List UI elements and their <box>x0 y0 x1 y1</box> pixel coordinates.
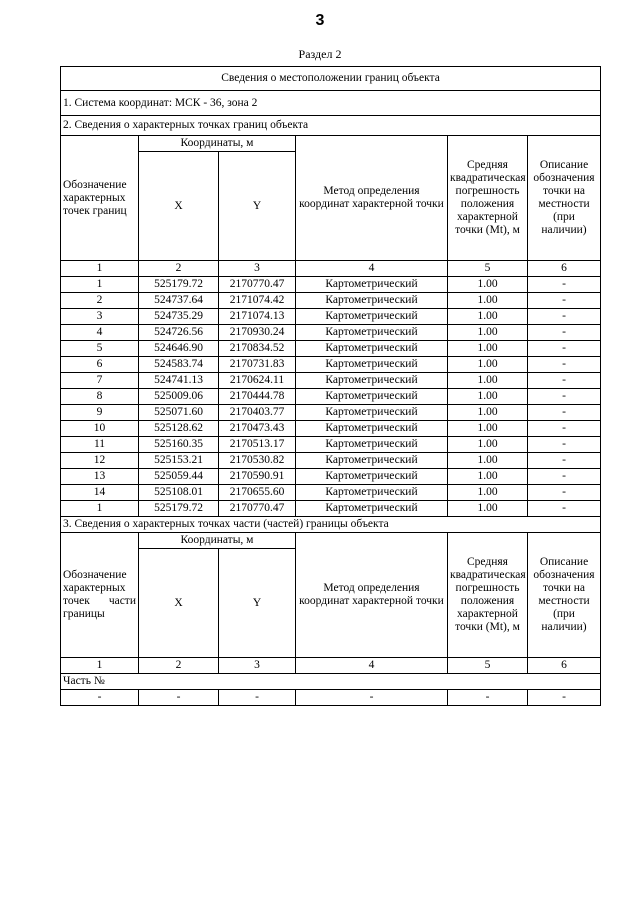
table-row <box>61 690 601 706</box>
method-cell: Картометрический <box>296 325 448 341</box>
error-cell: 1.00 <box>448 485 528 501</box>
coord-y: 2170590.91 <box>219 469 296 485</box>
coord-x: 524741.13 <box>139 373 219 389</box>
table-row <box>61 437 601 453</box>
coord-x: 525009.06 <box>139 389 219 405</box>
method-cell: Картометрический <box>296 373 448 389</box>
empty-cell: - <box>219 690 296 706</box>
point-number: 9 <box>61 405 139 421</box>
col-number: 2 <box>139 261 219 277</box>
method-cell: Картометрический <box>296 293 448 309</box>
col-number: 5 <box>448 658 528 674</box>
error-cell: 1.00 <box>448 405 528 421</box>
method-cell: Картометрический <box>296 437 448 453</box>
header-x: X <box>139 549 219 658</box>
coord-x: 524726.56 <box>139 325 219 341</box>
column-number-row <box>61 658 601 674</box>
error-cell: 1.00 <box>448 293 528 309</box>
coord-x: 525153.21 <box>139 453 219 469</box>
point-number: 7 <box>61 373 139 389</box>
coord-x: 525071.60 <box>139 405 219 421</box>
coordinate-system: 1. Система координат: МСК - 36, зона 2 <box>61 91 601 116</box>
coord-x: 525108.01 <box>139 485 219 501</box>
col-number: 4 <box>296 658 448 674</box>
error-cell: 1.00 <box>448 501 528 517</box>
coord-x: 524646.90 <box>139 341 219 357</box>
table-row <box>61 293 601 309</box>
header-point-designation: Обозначение характерных точек границ <box>61 136 139 261</box>
description-cell: - <box>528 501 601 517</box>
method-cell: Картометрический <box>296 469 448 485</box>
section3-title: 3. Сведения о характерных точках части (частей) границы объекта <box>61 517 601 533</box>
coord-y: 2170530.82 <box>219 453 296 469</box>
point-number: 4 <box>61 325 139 341</box>
coord-y: 2170513.17 <box>219 437 296 453</box>
error-cell: 1.00 <box>448 453 528 469</box>
empty-cell: - <box>528 690 601 706</box>
method-cell: Картометрический <box>296 405 448 421</box>
table-row <box>61 325 601 341</box>
part-label: Часть № <box>61 674 601 690</box>
point-number: 5 <box>61 341 139 357</box>
header-error: Средняя квадратическая погрешность положения характерной точки (Mt), м <box>448 136 528 261</box>
table-row <box>61 405 601 421</box>
coord-y: 2170731.83 <box>219 357 296 373</box>
point-number: 1 <box>61 277 139 293</box>
coord-x: 525179.72 <box>139 277 219 293</box>
description-cell: - <box>528 453 601 469</box>
empty-cell: - <box>448 690 528 706</box>
table-row <box>61 485 601 501</box>
header-coordinates: Координаты, м <box>139 533 296 549</box>
header-description: Описание обозначения точки на местности (при наличии) <box>528 136 601 261</box>
col-number: 3 <box>219 261 296 277</box>
point-number: 12 <box>61 453 139 469</box>
column-number-row <box>61 261 601 277</box>
coord-y: 2170770.47 <box>219 501 296 517</box>
error-cell: 1.00 <box>448 373 528 389</box>
coord-y: 2170834.52 <box>219 341 296 357</box>
coord-x: 524737.64 <box>139 293 219 309</box>
table-row <box>61 469 601 485</box>
empty-cell: - <box>61 690 139 706</box>
description-cell: - <box>528 341 601 357</box>
error-cell: 1.00 <box>448 325 528 341</box>
table-title: Сведения о местоположении границ объекта <box>61 67 601 91</box>
col-number: 2 <box>139 658 219 674</box>
point-number: 1 <box>61 501 139 517</box>
table-row <box>61 277 601 293</box>
description-cell: - <box>528 469 601 485</box>
coord-y: 2170444.78 <box>219 389 296 405</box>
col-number: 1 <box>61 261 139 277</box>
table-row <box>61 357 601 373</box>
coord-x: 525160.35 <box>139 437 219 453</box>
method-cell: Картометрический <box>296 309 448 325</box>
method-cell: Картометрический <box>296 501 448 517</box>
point-number: 11 <box>61 437 139 453</box>
coord-x: 524583.74 <box>139 357 219 373</box>
method-cell: Картометрический <box>296 485 448 501</box>
coord-y: 2170403.77 <box>219 405 296 421</box>
description-cell: - <box>528 421 601 437</box>
coord-y: 2171074.42 <box>219 293 296 309</box>
error-cell: 1.00 <box>448 277 528 293</box>
method-cell: Картометрический <box>296 341 448 357</box>
header-point-designation: Обозначение характерных точек части границы <box>61 533 139 658</box>
coord-y: 2170770.47 <box>219 277 296 293</box>
coord-y: 2170473.43 <box>219 421 296 437</box>
page-number: 3 <box>315 12 325 29</box>
coord-x: 525179.72 <box>139 501 219 517</box>
coord-y: 2170930.24 <box>219 325 296 341</box>
table-row <box>61 501 601 517</box>
point-number: 3 <box>61 309 139 325</box>
header-description: Описание обозначения точки на местности (при наличии) <box>528 533 601 658</box>
error-cell: 1.00 <box>448 437 528 453</box>
coord-x: 525128.62 <box>139 421 219 437</box>
description-cell: - <box>528 373 601 389</box>
coord-y: 2170655.60 <box>219 485 296 501</box>
coord-y: 2171074.13 <box>219 309 296 325</box>
header-error: Средняя квадратическая погрешность положения характерной точки (Mt), м <box>448 533 528 658</box>
error-cell: 1.00 <box>448 357 528 373</box>
point-number: 8 <box>61 389 139 405</box>
description-cell: - <box>528 405 601 421</box>
col-number: 6 <box>528 261 601 277</box>
empty-cell: - <box>139 690 219 706</box>
description-cell: - <box>528 325 601 341</box>
point-number: 10 <box>61 421 139 437</box>
point-number: 6 <box>61 357 139 373</box>
section2-title: 2. Сведения о характерных точках границ объекта <box>61 116 601 136</box>
table-row <box>61 421 601 437</box>
error-cell: 1.00 <box>448 389 528 405</box>
description-cell: - <box>528 293 601 309</box>
coord-x: 525059.44 <box>139 469 219 485</box>
description-cell: - <box>528 437 601 453</box>
col-number: 4 <box>296 261 448 277</box>
header-y: Y <box>219 152 296 261</box>
method-cell: Картометрический <box>296 389 448 405</box>
error-cell: 1.00 <box>448 421 528 437</box>
coord-y: 2170624.11 <box>219 373 296 389</box>
point-number: 2 <box>61 293 139 309</box>
header-method: Метод определения координат характерной точки <box>296 533 448 658</box>
error-cell: 1.00 <box>448 341 528 357</box>
header-method: Метод определения координат характерной точки <box>296 136 448 261</box>
header-coordinates: Координаты, м <box>139 136 296 152</box>
method-cell: Картометрический <box>296 421 448 437</box>
boundary-table <box>60 66 601 706</box>
col-number: 5 <box>448 261 528 277</box>
header-y: Y <box>219 549 296 658</box>
method-cell: Картометрический <box>296 277 448 293</box>
col-number: 1 <box>61 658 139 674</box>
col-number: 6 <box>528 658 601 674</box>
point-number: 14 <box>61 485 139 501</box>
description-cell: - <box>528 389 601 405</box>
table-row <box>61 453 601 469</box>
table-row <box>61 341 601 357</box>
table-row <box>61 373 601 389</box>
col-number: 3 <box>219 658 296 674</box>
empty-cell: - <box>296 690 448 706</box>
error-cell: 1.00 <box>448 469 528 485</box>
description-cell: - <box>528 309 601 325</box>
section-label: Раздел 2 <box>298 47 342 61</box>
header-x: X <box>139 152 219 261</box>
method-cell: Картометрический <box>296 453 448 469</box>
description-cell: - <box>528 277 601 293</box>
table-row <box>61 309 601 325</box>
method-cell: Картометрический <box>296 357 448 373</box>
table-row <box>61 389 601 405</box>
description-cell: - <box>528 357 601 373</box>
description-cell: - <box>528 485 601 501</box>
coord-x: 524735.29 <box>139 309 219 325</box>
error-cell: 1.00 <box>448 309 528 325</box>
point-number: 13 <box>61 469 139 485</box>
